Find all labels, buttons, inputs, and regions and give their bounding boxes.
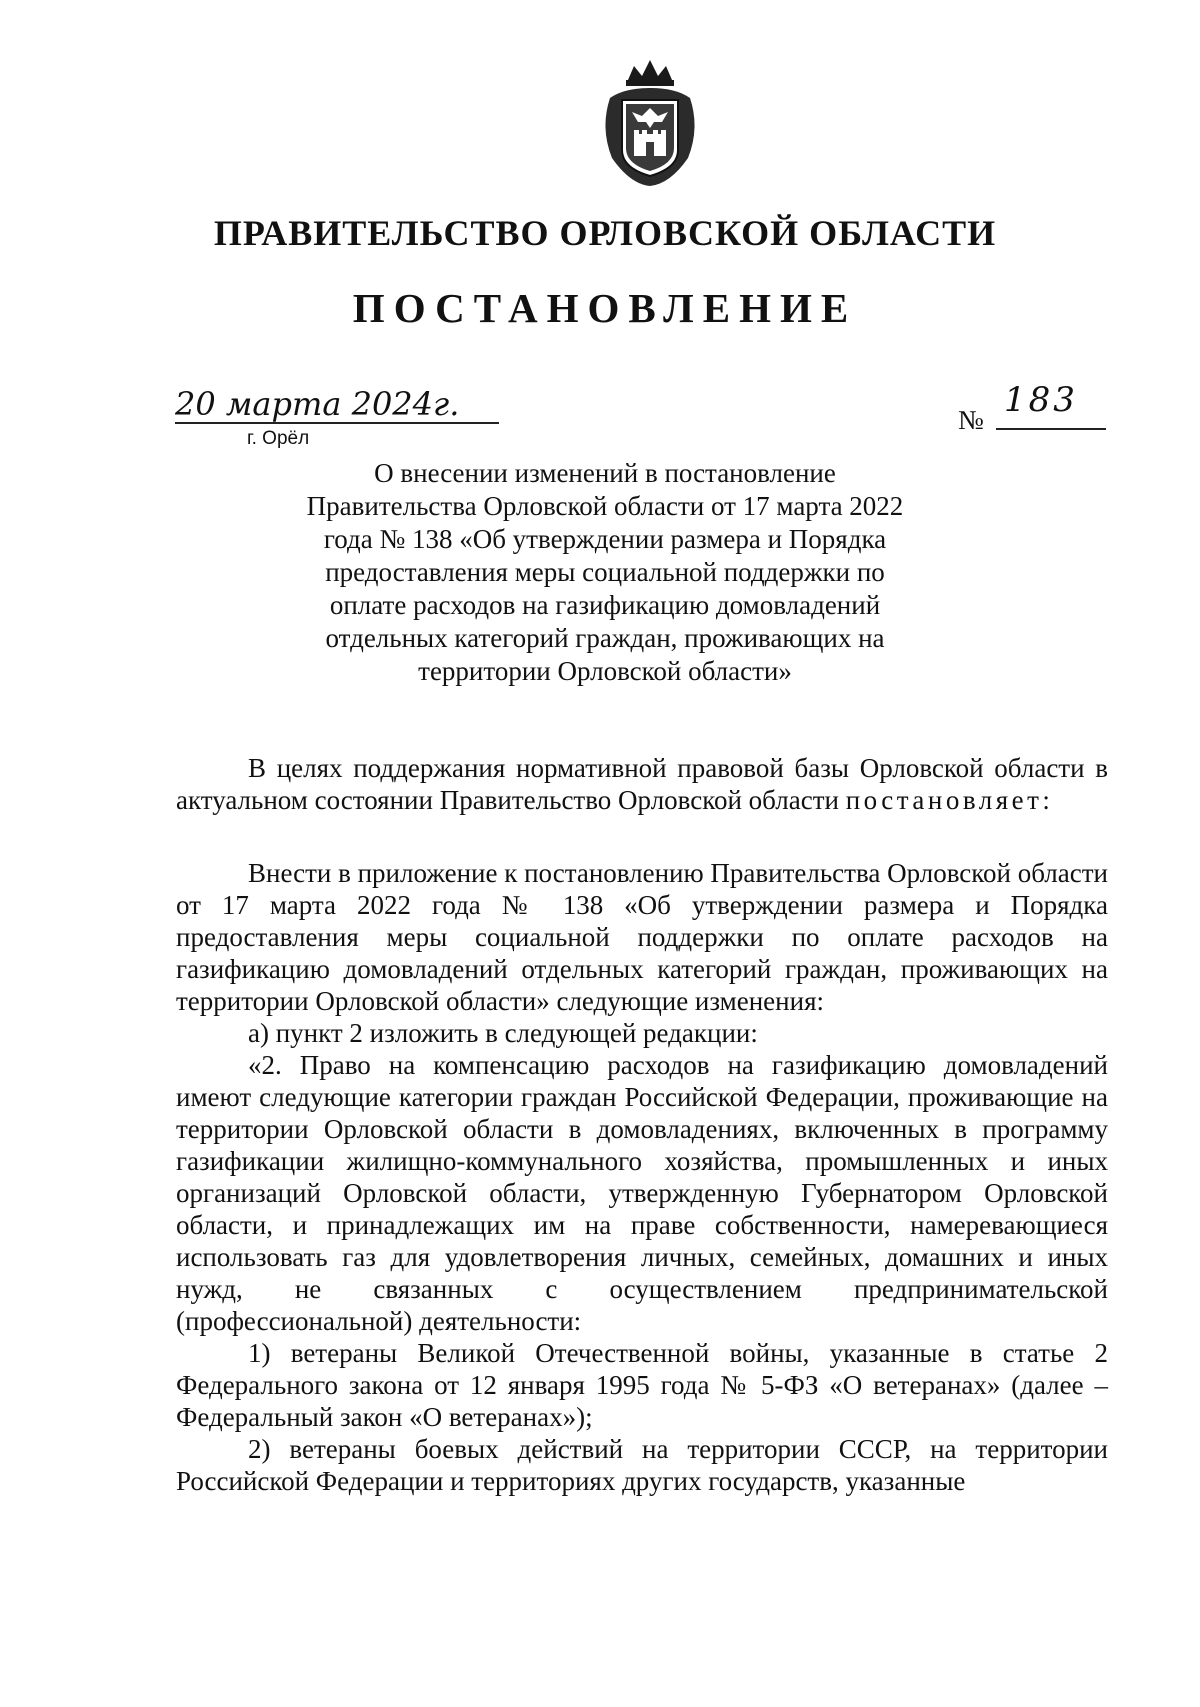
body-paragraph: а) пункт 2 изложить в следующей редакции: bbox=[248, 1018, 758, 1048]
document-type: ПОСТАНОВЛЕНИЕ bbox=[352, 285, 858, 331]
preamble-verb: постановляет: bbox=[845, 785, 1054, 815]
organization-name: ПРАВИТЕЛЬСТВО ОРЛОВСКОЙ ОБЛАСТИ bbox=[213, 213, 997, 253]
body-paragraph: 2) ветераны боевых действий на территории СССР, на территории Российской Федерации и территориях других государств, указанные bbox=[176, 1434, 1108, 1496]
document-body bbox=[176, 752, 1108, 1497]
document-date: 20 марта 2024г. bbox=[175, 386, 499, 424]
document-number: 183 bbox=[1004, 380, 1078, 420]
body-paragraph: 1) ветераны Великой Отечественной войны, указанные в статье 2 Федерального закона от 12 января 1995 года № 5-ФЗ «О ветеранах» (далее – Федеральный закон «О ветеранах»); bbox=[176, 1338, 1108, 1432]
body-paragraph: «2. Право на компенсацию расходов на газификацию домовладений имеют следующие категории граждан Российской Федерации, проживающие на территории Орловской области в домовладениях, включенных в программу газификации жилищно-коммунального хозяйства, промышленных и иных организаций Орловской области, утвержденную Губернатором Орловской области, и принадлежащих им на праве собственности, намеревающиеся использовать газ для удовлетворения личных, семейных, домашних и иных нужд, не связанных с осуществлением предпринимательской (профессиональной) деятельности: bbox=[176, 1050, 1108, 1336]
preamble-paragraph bbox=[176, 752, 1108, 816]
document-city: г. Орёл bbox=[247, 428, 310, 449]
body-paragraph: Внести в приложение к постановлению Правительства Орловской области от 17 марта 2022 года № 138 «Об утверждении размера и Порядка предоставления меры социальной поддержки по оплате расходов на газификацию домовладений отдельных категорий граждан, проживающих на территории Орловской области» следующие изменения: bbox=[176, 858, 1108, 1016]
document-subject: О внесении изменений в постановление Правительства Орловской области от 17 марта 2022 года № 138 «Об утверждении размера и Порядка предоставления меры социальной поддержки по оплате расходов на газификацию домовладений отдельных категорий граждан, проживающих на территории Орловской области» bbox=[306, 458, 904, 686]
coat-of-arms-icon bbox=[590, 58, 710, 188]
preamble-text: В целях поддержания нормативной правовой базы Орловской области в актуальном состоянии Правительство Орловской области bbox=[176, 753, 1108, 815]
number-sign: № bbox=[958, 405, 984, 435]
